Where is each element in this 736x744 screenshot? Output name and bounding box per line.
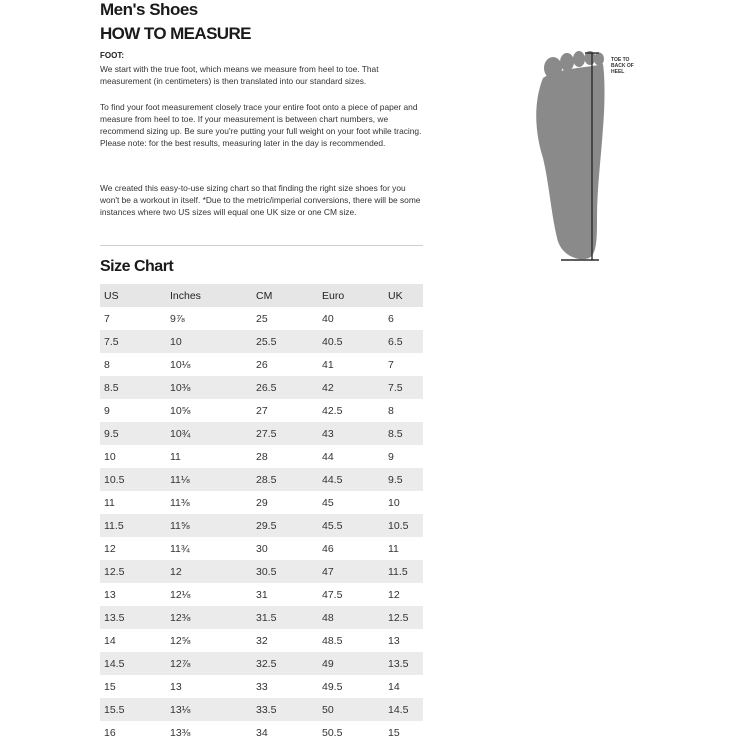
cell-cm: 30 (252, 537, 318, 560)
column-header-cm: CM (252, 284, 318, 307)
cell-inches: 13⅛ (166, 698, 252, 721)
cell-us: 12 (100, 537, 166, 560)
cell-inches: 12⅛ (166, 583, 252, 606)
table-row (100, 468, 423, 491)
cell-us: 9 (100, 399, 166, 422)
cell-inches: 11 (166, 445, 252, 468)
cell-inches: 10⅛ (166, 353, 252, 376)
cell-us: 12.5 (100, 560, 166, 583)
cell-cm: 27 (252, 399, 318, 422)
cell-euro: 46 (318, 537, 384, 560)
cell-uk: 6 (384, 307, 423, 330)
cell-euro: 48 (318, 606, 384, 629)
cell-uk: 14.5 (384, 698, 423, 721)
size-chart-heading: Size Chart (100, 258, 174, 275)
cell-euro: 41 (318, 353, 384, 376)
table-row (100, 514, 423, 537)
cell-uk: 10.5 (384, 514, 423, 537)
cell-cm: 30.5 (252, 560, 318, 583)
table-row (100, 721, 423, 744)
cell-inches: 11⅝ (166, 514, 252, 537)
measure-paragraph-3: We created this easy-to-use sizing chart so that finding the right size shoes for you won't be a workout in itself. *Due to the metric/imperial conversions, there will be some instances where two US sizes will equal one UK size or one CM size. (100, 183, 421, 217)
cell-euro: 45 (318, 491, 384, 514)
table-row (100, 606, 423, 629)
cell-cm: 26.5 (252, 376, 318, 399)
cell-inches: 12⅝ (166, 629, 252, 652)
table-row (100, 491, 423, 514)
cell-uk: 9.5 (384, 468, 423, 491)
cell-us: 10 (100, 445, 166, 468)
cell-inches: 11⅛ (166, 468, 252, 491)
cell-us: 14.5 (100, 652, 166, 675)
cell-us: 15 (100, 675, 166, 698)
table-row (100, 376, 423, 399)
cell-cm: 28 (252, 445, 318, 468)
cell-cm: 26 (252, 353, 318, 376)
cell-cm: 31 (252, 583, 318, 606)
cell-uk: 12.5 (384, 606, 423, 629)
cell-us: 9.5 (100, 422, 166, 445)
table-header-row (100, 284, 423, 307)
cell-cm: 25 (252, 307, 318, 330)
cell-us: 13.5 (100, 606, 166, 629)
cell-us: 7 (100, 307, 166, 330)
cell-inches: 11¾ (166, 537, 252, 560)
cell-euro: 49 (318, 652, 384, 675)
cell-euro: 48.5 (318, 629, 384, 652)
column-header-us: US (100, 284, 166, 307)
cell-uk: 9 (384, 445, 423, 468)
cell-uk: 14 (384, 675, 423, 698)
cell-us: 14 (100, 629, 166, 652)
cell-us: 8 (100, 353, 166, 376)
table-row (100, 698, 423, 721)
cell-euro: 40.5 (318, 330, 384, 353)
cell-cm: 31.5 (252, 606, 318, 629)
table-row (100, 445, 423, 468)
table-row (100, 629, 423, 652)
table-row (100, 583, 423, 606)
cell-inches: 10⅜ (166, 376, 252, 399)
cell-inches: 12 (166, 560, 252, 583)
cell-uk: 10 (384, 491, 423, 514)
table-row (100, 652, 423, 675)
cell-inches: 10¾ (166, 422, 252, 445)
measure-paragraph-2: To find your foot measurement closely trace your entire foot onto a piece of paper and measure from heel to toe. If your measurement is between chart numbers, we recommend sizing up. Be sure you're putting your full weight on your foot while tracing. Please note: for the best results, measuring later in the day is recommended. (100, 102, 422, 148)
cell-euro: 45.5 (318, 514, 384, 537)
cell-uk: 12 (384, 583, 423, 606)
cell-euro: 40 (318, 307, 384, 330)
table-row (100, 422, 423, 445)
cell-euro: 49.5 (318, 675, 384, 698)
cell-inches: 12⅞ (166, 652, 252, 675)
measure-paragraph-1: We start with the true foot, which means we measure from heel to toe. That measurement (in centimeters) is then translated into our standard sizes. (100, 64, 379, 86)
cell-euro: 47 (318, 560, 384, 583)
cell-uk: 6.5 (384, 330, 423, 353)
column-header-euro: Euro (318, 284, 384, 307)
cell-us: 11 (100, 491, 166, 514)
cell-inches: 10 (166, 330, 252, 353)
note-line-2: BACK OF (611, 63, 634, 69)
cell-us: 11.5 (100, 514, 166, 537)
table-row (100, 537, 423, 560)
cell-euro: 47.5 (318, 583, 384, 606)
cell-inches: 13 (166, 675, 252, 698)
foot-measurement-diagram (527, 48, 662, 263)
cell-us: 7.5 (100, 330, 166, 353)
table-row (100, 675, 423, 698)
table-row (100, 560, 423, 583)
cell-uk: 13 (384, 629, 423, 652)
page-title: Men's Shoes (100, 0, 198, 19)
cell-uk: 11.5 (384, 560, 423, 583)
table-row (100, 399, 423, 422)
cell-us: 13 (100, 583, 166, 606)
table-row (100, 307, 423, 330)
foot-label: FOOT: (100, 51, 124, 60)
cell-cm: 34 (252, 721, 318, 744)
cell-cm: 32.5 (252, 652, 318, 675)
cell-cm: 33.5 (252, 698, 318, 721)
cell-euro: 43 (318, 422, 384, 445)
cell-uk: 13.5 (384, 652, 423, 675)
toe-to-heel-note (611, 57, 651, 75)
divider (100, 245, 423, 246)
cell-euro: 42 (318, 376, 384, 399)
note-line-1: TOE TO (611, 57, 630, 63)
cell-cm: 25.5 (252, 330, 318, 353)
cell-cm: 27.5 (252, 422, 318, 445)
cell-cm: 32 (252, 629, 318, 652)
foot-silhouette-icon (536, 51, 604, 259)
cell-uk: 8 (384, 399, 423, 422)
how-to-measure-heading: HOW TO MEASURE (100, 24, 251, 43)
cell-euro: 42.5 (318, 399, 384, 422)
table-row (100, 330, 423, 353)
cell-us: 10.5 (100, 468, 166, 491)
cell-inches: 12⅜ (166, 606, 252, 629)
cell-uk: 15 (384, 721, 423, 744)
cell-euro: 50 (318, 698, 384, 721)
column-header-inches: Inches (166, 284, 252, 307)
cell-us: 16 (100, 721, 166, 744)
cell-cm: 29 (252, 491, 318, 514)
cell-inches: 10⅝ (166, 399, 252, 422)
cell-cm: 28.5 (252, 468, 318, 491)
size-chart-table (100, 284, 423, 744)
note-line-3: HEEL (611, 69, 625, 75)
cell-us: 8.5 (100, 376, 166, 399)
cell-uk: 7.5 (384, 376, 423, 399)
cell-cm: 33 (252, 675, 318, 698)
cell-inches: 13⅜ (166, 721, 252, 744)
cell-uk: 11 (384, 537, 423, 560)
cell-inches: 11⅜ (166, 491, 252, 514)
cell-uk: 8.5 (384, 422, 423, 445)
cell-inches: 9⅞ (166, 307, 252, 330)
cell-euro: 44 (318, 445, 384, 468)
cell-us: 15.5 (100, 698, 166, 721)
cell-cm: 29.5 (252, 514, 318, 537)
cell-euro: 50.5 (318, 721, 384, 744)
column-header-uk: UK (384, 284, 423, 307)
cell-uk: 7 (384, 353, 423, 376)
cell-euro: 44.5 (318, 468, 384, 491)
table-row (100, 353, 423, 376)
size-chart-body (100, 307, 423, 744)
